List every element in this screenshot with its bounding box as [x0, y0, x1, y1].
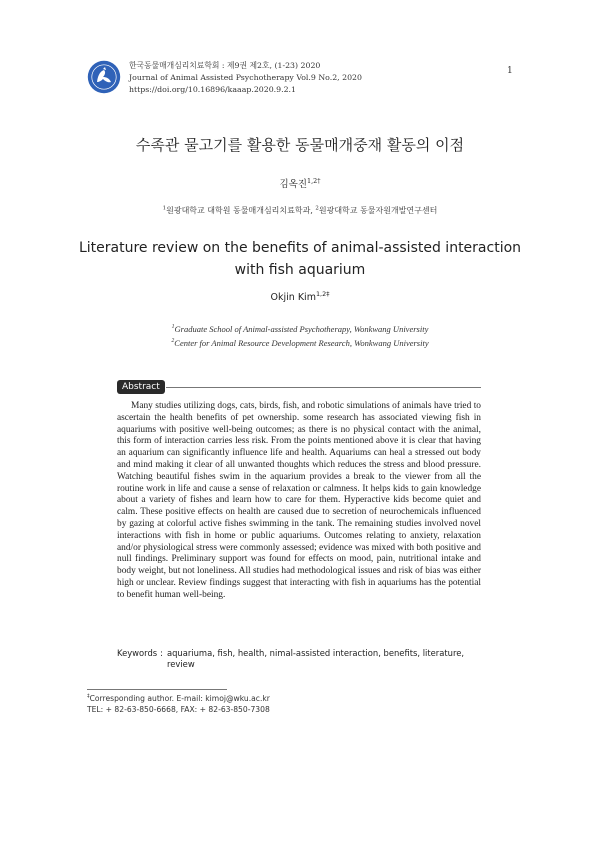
keywords-value: aquariuma, fish, health, nimal-assisted interaction, benefits, literature, review [166, 648, 465, 669]
abstract-label: Abstract [117, 380, 165, 394]
author-korean [0, 176, 600, 190]
affiliation-korean [0, 205, 600, 216]
affiliation-english-2 [0, 336, 600, 350]
footnote-line-1 [87, 693, 507, 704]
affiliation-korean-mark-2: 2 [315, 205, 319, 212]
footnote-line-2: TEL: + 82-63-850-6668, FAX: + 82-63-850-7308 [87, 705, 270, 714]
affiliation-korean-text-1: 원광대학교 대학원 동물매개심리치료학과, [166, 206, 316, 215]
author-english [0, 289, 600, 303]
affiliation-english-mark-1: 1 [171, 324, 175, 331]
footnote-corresponding: Corresponding author. E-mail: kimoj@wku.ac.kr [89, 694, 270, 703]
author-english-marks: 1,2‡ [315, 289, 330, 298]
footnote-mark: ‡ [87, 693, 90, 700]
journal-header [87, 60, 507, 96]
author-korean-name: 김옥진 [279, 179, 308, 190]
page-number: 1 [507, 66, 513, 76]
title-english: Literature review on the benefits of animal-assisted interaction with fish aquarium [78, 240, 522, 278]
abstract-text: Many studies utilizing dogs, cats, birds, fish, and robotic simulations of animals have tried to ascertain the health benefits of pet ownership. some research has associated viewing fish in aquariums with positive well-being outcomes; as there is no physical contact with the animal, this form of interaction carries less risk. From the points mentioned above it is clear that having an aquarium can significantly influence life and health. Aquariums can heal a stressed out body and mind making it clear of all unwanted thoughts which reduces the stress and blood pressure. Watching beautiful fishes swim in the aquarium provides a break to the viewer from all the routine work in life and cause a sense of relaxation or calmness. It helps kids to gain knowledge about a variety of fishes and learn how to care for them. Hyperactive kids become quiet and calm. These positive effects on health are caused due to secretion of neurochemicals influenced by gazing at colorful active fishes swimming in the tank. The remaining studies involved novel interactions with fish in home or public aquariums. Outcomes relating to anxiety, relaxation and/or physiological stress were commonly assessed; evidence was mixed with both positive and null findings. Preliminary support was found for effects on mood, pain, nutritional intake and body weight, but not loneliness. All studies had methodological issues and risk of bias was either high or unclear. Review findings suggest that interacting with fish in aquariums has the potential to benefit human well-being. [117, 401, 481, 600]
affiliation-english-mark-2: 2 [171, 338, 175, 345]
footnote [87, 693, 507, 715]
journal-info [129, 60, 362, 96]
footnote-divider [87, 689, 227, 690]
affiliations-english [0, 322, 600, 350]
author-english-name: Okjin Kim [270, 292, 316, 303]
affiliation-english-1 [0, 322, 600, 336]
affiliation-english-text-2: Center for Animal Resource Development Research, Wonkwang University [174, 338, 429, 348]
keywords [117, 648, 481, 670]
keywords-label: Keywords [117, 648, 158, 658]
journal-line-kr: 한국동물매개심리치료학회 : 제9권 제2호, (1-23) 2020 [129, 61, 321, 70]
affiliation-korean-text-2: 원광대학교 동물자원개발연구센터 [318, 206, 438, 215]
affiliation-english-text-1: Graduate School of Animal-assisted Psychotherapy, Wonkwang University [174, 324, 429, 334]
journal-doi[interactable]: https://doi.org/10.16896/kaaap.2020.9.2.1 [129, 85, 296, 94]
abstract-divider [166, 387, 481, 388]
journal-line-en: Journal of Animal Assisted Psychotherapy Vol.9 No.2, 2020 [129, 73, 362, 82]
affiliation-korean-mark-1: 1 [162, 205, 167, 212]
author-korean-marks: 1,2† [307, 176, 321, 185]
keywords-separator: : [160, 648, 163, 658]
title-korean: 수족관 물고기를 활용한 동물매개중재 활동의 이점 [135, 136, 465, 154]
society-logo-icon [87, 60, 121, 94]
